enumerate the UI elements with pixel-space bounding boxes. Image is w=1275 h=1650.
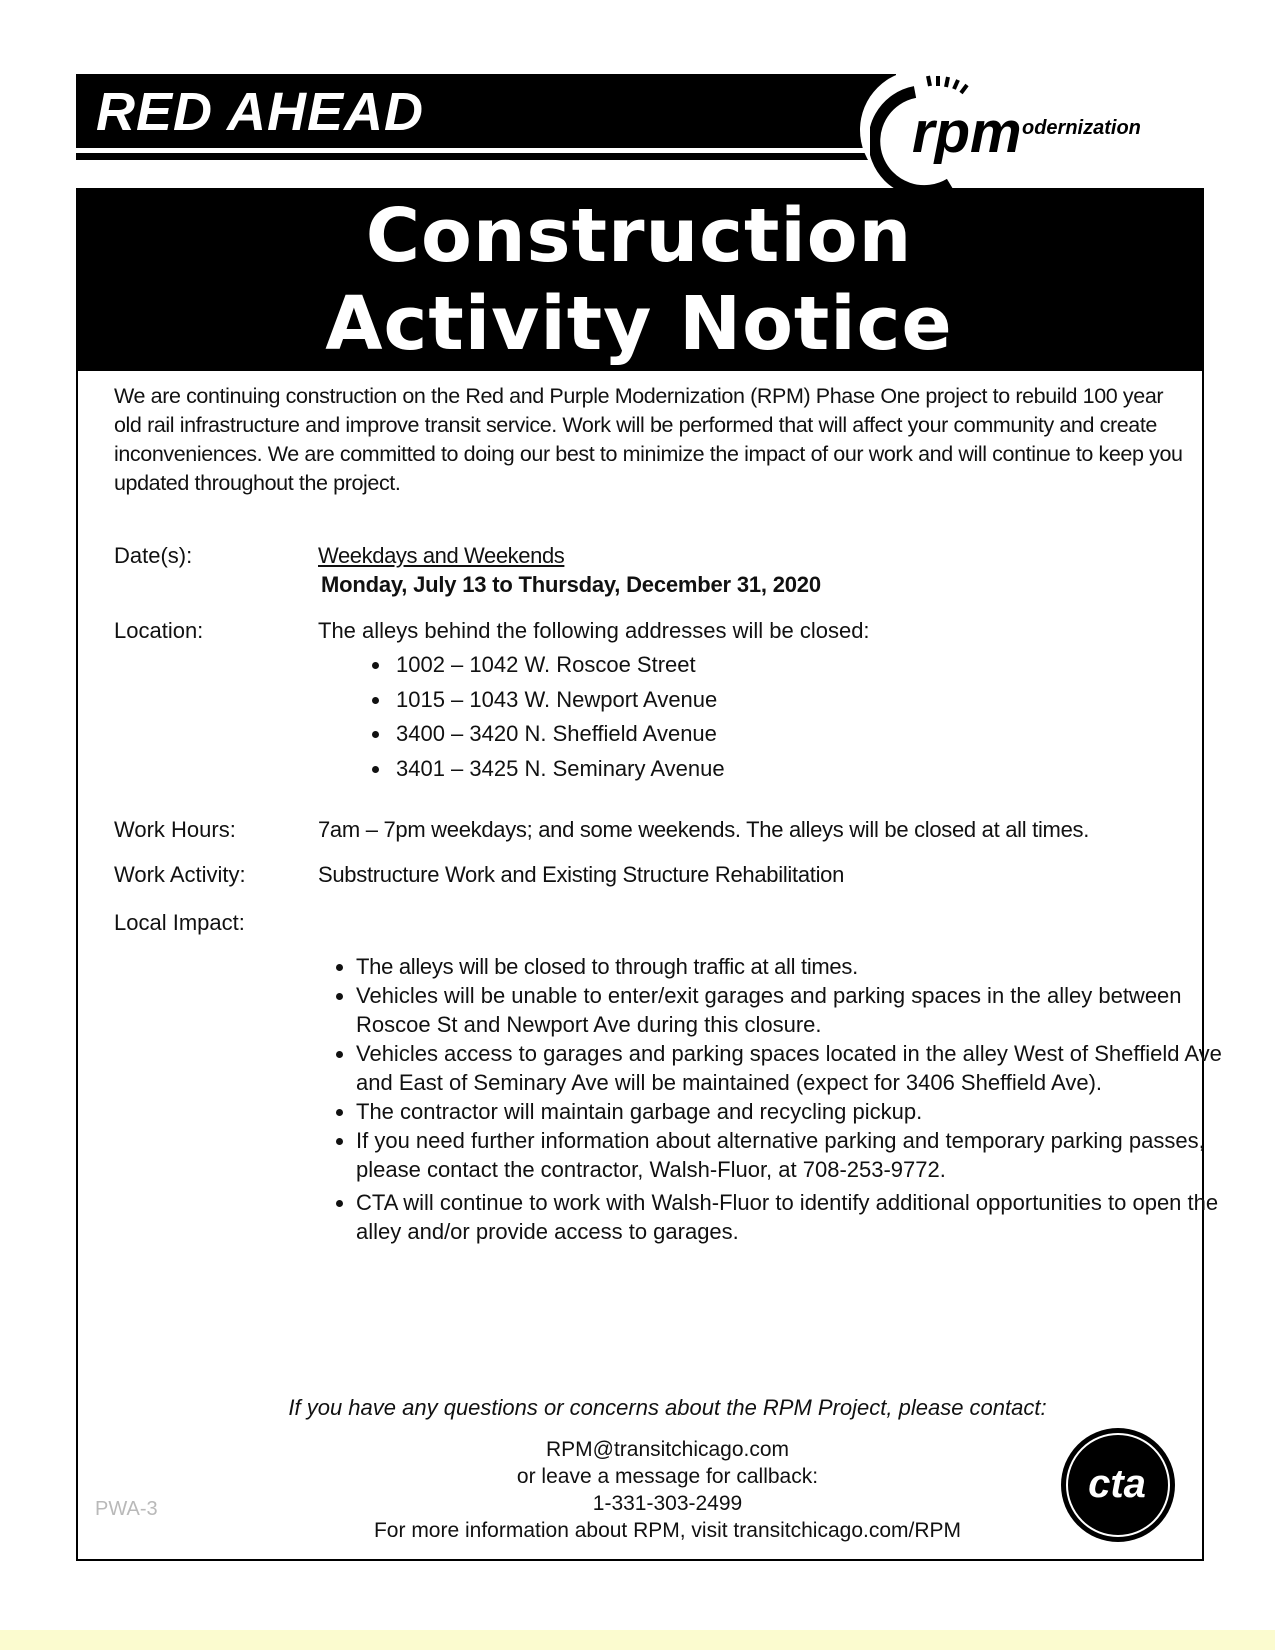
header-underline [76,153,896,160]
contact-phone: 1-331-303-2499 [592,1492,743,1515]
dates-value [318,543,821,598]
document-code: PWA-3 [95,1498,158,1520]
address-list [352,648,725,786]
list-item: • 1002 – 1042 W. Roscoe Street [392,648,725,683]
intro-paragraph: We are continuing construction on the Red and Purple Modernization (RPM) Phase One project to rebuild 100 year old rail infrastructure and improve transit service. Work will be performed that will affect your community and create inconveniences. We are committed to doing our best to minimize the impact of our work and will continue to keep you updated throughout the project. [114,384,1183,495]
list-item: • The contractor will maintain garbage and recycling pickup. [356,1097,1226,1126]
dates-range: Monday, July 13 to Thursday, December 31, 2020 [321,572,821,597]
cta-logo-text: cta [1088,1462,1146,1506]
work-hours-label: Work Hours: [114,817,236,842]
dates-heading: Weekdays and Weekends [318,543,565,568]
list-item: • 3401 – 3425 N. Seminary Avenue [392,752,725,787]
list-item: • If you need further information about alternative parking and temporary parking passes, please contact the contractor, Walsh-Fluor, at 708-253-9772. [356,1126,1226,1184]
rpm-logo-suffix: odernization [1022,117,1141,139]
location-label: Location: [114,618,204,643]
contact-more-info: For more information about RPM, visit transitchicago.com/RPM [373,1519,962,1542]
work-activity-value: Substructure Work and Existing Structure Rehabilitation [318,862,845,887]
work-hours-value: 7am – 7pm weekdays; and some weekends. The alleys will be closed at all times. [318,817,1090,842]
list-item: • Vehicles access to garages and parking spaces located in the alley West of Sheffield Ave and East of Seminary Ave will be maintained (expect for 3406 Sheffield Ave). [356,1039,1226,1097]
list-item: • 3400 – 3420 N. Sheffield Avenue [392,717,725,752]
local-impact-list [318,952,1226,1246]
work-activity-label: Work Activity: [114,862,246,887]
dates-label: Date(s): [114,543,193,568]
contact-callback-text: or leave a message for callback: [516,1465,819,1488]
list-item: • The alleys will be closed to through traffic at all times. [356,952,1226,981]
contact-intro: If you have any questions or concerns about the RPM Project, please contact: [288,1395,1047,1420]
page-bottom-strip [0,1630,1275,1650]
list-item: • 1015 – 1043 W. Newport Avenue [392,683,725,718]
contact-email: RPM@transitchicago.com [545,1438,790,1461]
title-line-2: Activity Notice [325,281,953,367]
list-item: • CTA will continue to work with Walsh-Fluor to identify additional opportunities to open the alley and/or provide access to garages. [356,1188,1226,1246]
rpm-logo-main: rpm [912,100,1022,165]
rpm-modernization-logo-icon [870,72,1190,192]
cta-logo-icon [1058,1425,1178,1545]
list-item: • Vehicles will be unable to enter/exit garages and parking spaces in the alley between Roscoe St and Newport Ave during this closure. [356,981,1226,1039]
location-lead: The alleys behind the following addresses will be closed: [318,618,870,643]
title-line-1: Construction [365,193,913,279]
local-impact-label: Local Impact: [114,910,245,935]
red-ahead-brand: RED AHEAD [96,82,425,142]
